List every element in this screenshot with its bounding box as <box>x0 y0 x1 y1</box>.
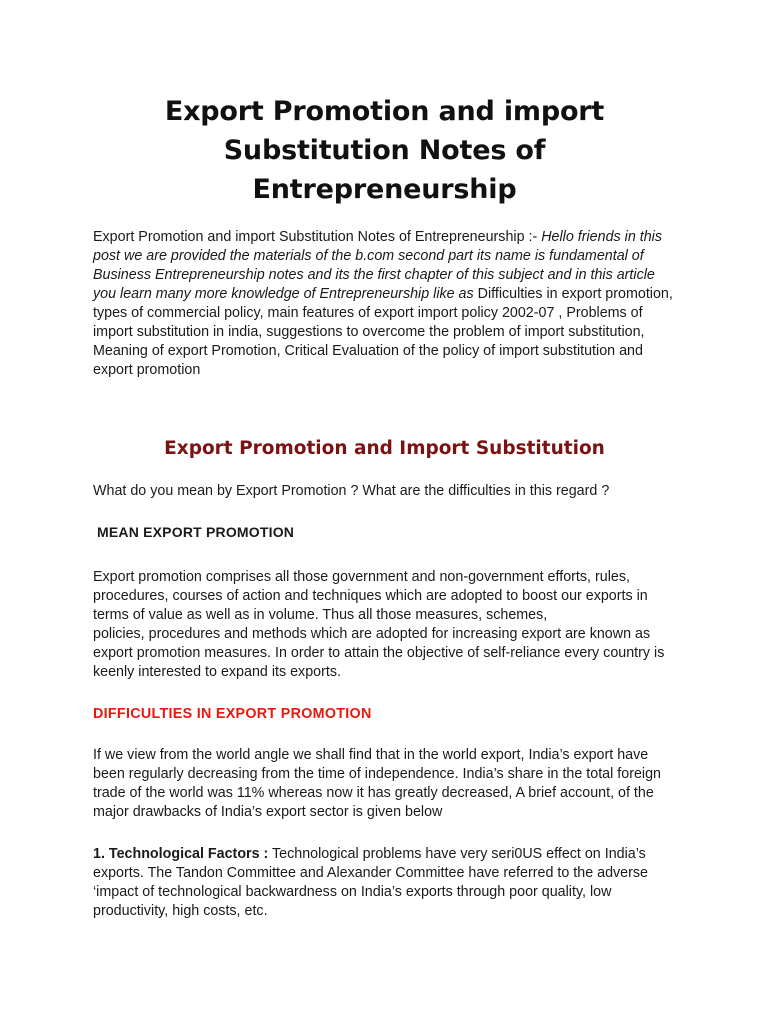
intro-rest: Difficulties in export promotion, types of commercial policy, main features of export import policy 2002-07 , Problems of import substitution in india, suggestions to overcome the problem of import substitution, Meaning of export Promotion, Critical Evaluation of the policy of import substitution and export promotion <box>93 286 673 378</box>
technological-factors-label: 1. Technological Factors : <box>93 846 269 862</box>
mean-export-promotion-heading: MEAN EXPORT PROMOTION <box>97 524 295 540</box>
technological-factors-text: Technological problems have very seri0US effect on India’s exports. The Tandon Committee and Alexander Committee have referred to the adverse ‘impact of technological backwardness on India’s exports through poor quality, low productivity, high costs, etc. <box>93 846 648 919</box>
page-title-line-2: Substitution Notes of Entrepreneurship <box>223 135 546 205</box>
export-paragraph-part-2: policies, procedures and methods which are adopted for increasing export are known as export promotion measures. In order to attain the objective of self-reliance every country is keenly interested to expand its exports. <box>93 626 665 680</box>
page-title-line-1: Export Promotion and import <box>164 96 605 127</box>
difficulties-heading: DIFFICULTIES IN EXPORT PROMOTION <box>93 706 372 722</box>
intro-lead: Export Promotion and import Substitution Notes of Entrepreneurship :- <box>93 229 542 245</box>
intro-paragraph <box>93 228 676 380</box>
intro-italic: Hello friends in this post we are provided the materials of the b.com second part its name is fundamental of Business Entrepreneurship notes and its the first chapter of this subject and in this article you learn many more knowledge of Entrepreneurship like as <box>93 229 662 302</box>
export-paragraph-part-1: Export promotion comprises all those government and non-government efforts, rules, procedures, courses of action and techniques which are adopted to boost our exports in terms of value as well as in volume. Thus all those measures, schemes, <box>93 569 648 623</box>
page-title <box>93 92 676 209</box>
export-promotion-paragraph <box>93 568 676 682</box>
technological-factors-paragraph <box>93 845 676 921</box>
question-text: What do you mean by Export Promotion ? What are the difficulties in this regard ? <box>93 483 610 499</box>
world-angle-paragraph: If we view from the world angle we shall find that in the world export, India’s export have been regularly decreasing from the time of independence. India’s share in the total foreign trade of the world was 11% whereas now it has greatly decreased, A brief account, of the major drawbacks of India’s export sector is given below <box>93 747 661 820</box>
section-title: Export Promotion and Import Substitution <box>164 438 605 459</box>
